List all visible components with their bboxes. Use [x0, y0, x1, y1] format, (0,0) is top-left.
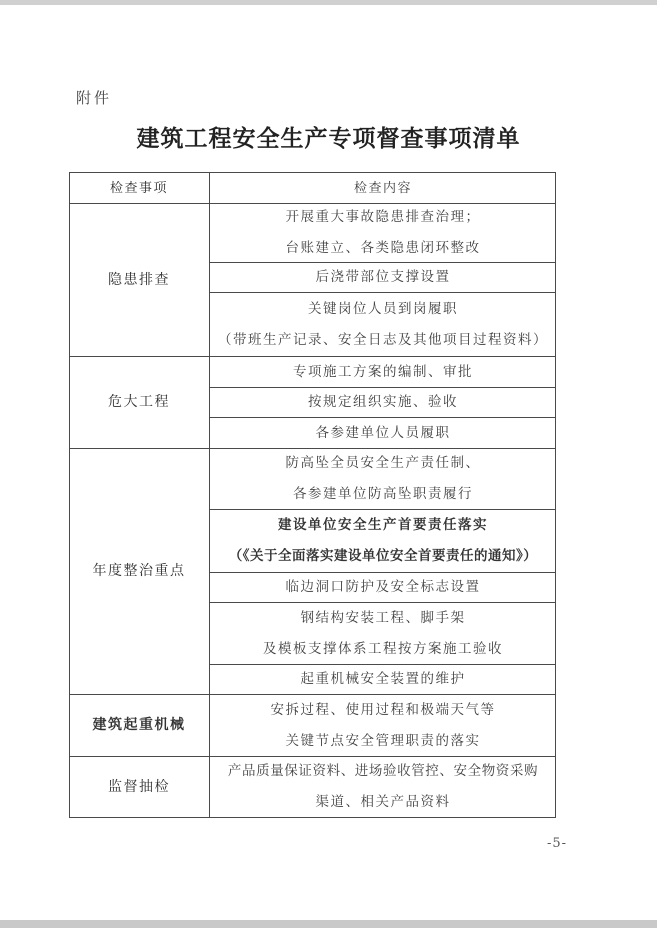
content-line: 产品质量保证资料、进场验收管控、安全物资采购 [227, 763, 539, 779]
content-line: 渠道、相关产品资料 [315, 794, 451, 810]
table-row [210, 573, 556, 602]
category-hazard-investigation: 隐患排查 [108, 271, 170, 288]
table-border-bottom [69, 817, 556, 818]
category-annual-rectification: 年度整治重点 [92, 563, 186, 579]
content-line: 及模板支撑体系工程按方案施工验收 [263, 640, 503, 657]
content-line: 台账建立、各类隐患闭环整改 [285, 240, 481, 256]
table-row [210, 418, 556, 448]
document-title: 建筑工程安全生产专项督查事项清单 [136, 126, 521, 152]
header-check-item: 检查事项 [109, 180, 168, 196]
table-row [210, 293, 556, 356]
table-row [210, 510, 556, 572]
table-row [210, 449, 556, 509]
content-line: 关键岗位人员到岗履职 [308, 300, 458, 317]
content-line: 起重机械安全装置的维护 [300, 671, 466, 687]
content-line: （带班生产记录、安全日志及其他项目过程资料） [218, 331, 548, 348]
content-line: （《关于全面落实建设单位安全首要责任的通知》） [228, 548, 538, 564]
content-line: 后浇带部位支撑设置 [315, 269, 451, 285]
content-line: 临边洞口防护及安全标志设置 [285, 579, 481, 595]
category-construction-cranes: 建筑起重机械 [92, 717, 186, 733]
table-row [210, 388, 556, 417]
content-line: 建设单位安全生产首要责任落实 [278, 517, 488, 533]
content-line: 专项施工方案的编制、审批 [293, 363, 473, 380]
scan-border-top [0, 0, 657, 5]
content-line: 防高坠全员安全生产责任制、 [285, 455, 481, 471]
category-major-hazard-projects: 危大工程 [108, 394, 170, 410]
content-line: 钢结构安装工程、脚手架 [300, 609, 466, 626]
header-check-content: 检查内容 [353, 180, 412, 196]
scan-border-bottom [0, 920, 657, 928]
table-row [210, 263, 556, 292]
table-row [210, 757, 556, 817]
content-line: 安拆过程、使用过程和极端天气等 [270, 701, 496, 718]
content-line: 关键节点安全管理职责的落实 [285, 732, 481, 749]
table-row [210, 665, 556, 694]
content-line: 各参建单位防高坠职责履行 [293, 486, 473, 502]
table-row [210, 695, 556, 756]
content-line: 开展重大事故隐患排查治理； [285, 209, 481, 225]
table-row [210, 204, 556, 262]
attachment-label: 附件 [76, 89, 113, 107]
table-row [210, 603, 556, 664]
content-line: 按规定组织实施、验收 [308, 394, 458, 410]
table-row [210, 357, 556, 387]
inspection-table [69, 172, 556, 818]
content-line: 各参建单位人员履职 [315, 424, 451, 441]
page-number: -5- [547, 836, 568, 851]
category-supervision-sampling: 监督抽检 [108, 778, 170, 795]
